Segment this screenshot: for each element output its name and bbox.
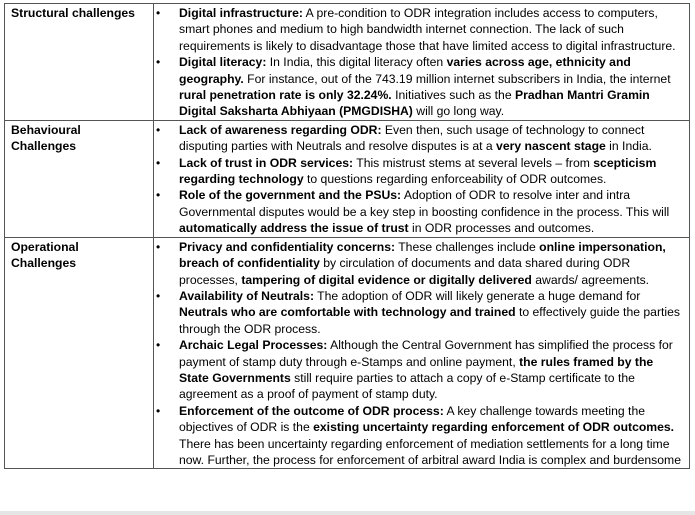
body-text: in ODR processes and outcomes. <box>408 221 595 236</box>
challenge-item <box>154 155 683 188</box>
challenge-item <box>154 5 683 54</box>
body-text: A key challenge towards meeting the objectives of ODR is the <box>179 403 645 435</box>
emphasis-text: online impersonation, breach of confidentiality <box>179 239 666 271</box>
emphasis-text: varies across age, ethnicity and geography. <box>179 55 631 86</box>
body-text: still require parties to attach a copy of e-Stamp certificate to the agreement as a proof of payment of stamp duty. <box>179 370 635 402</box>
bullet-icon: • <box>156 155 161 170</box>
emphasis-text: Enforcement of the outcome of ODR process: <box>179 403 444 418</box>
body-text: There has been uncertainty regarding enforcement of mediation settlements for a long time now. Further, the process for enforcement of arbitral award India is complex and burdensome <box>179 436 681 467</box>
category-label: Behavioural Challenges <box>11 122 81 154</box>
body-text: Adoption of ODR to resolve inter and intra Governmental disputes would be a key step in boosting confidence in the process. This will <box>179 188 670 219</box>
bullet-icon: • <box>156 188 161 203</box>
emphasis-text: the rules framed by the State Governments <box>179 354 654 385</box>
challenge-details-cell <box>154 120 690 237</box>
challenge-item <box>154 122 683 155</box>
emphasis-text: tampering of digital evidence or digitally delivered <box>241 272 532 287</box>
category-cell <box>5 237 154 469</box>
challenge-row <box>5 120 690 237</box>
challenge-list <box>154 239 683 469</box>
emphasis-text: Digital infrastructure: <box>179 6 303 20</box>
challenge-row <box>5 4 690 121</box>
challenge-item <box>154 54 683 120</box>
body-text: In India, this digital literacy often <box>266 55 447 70</box>
emphasis-text: Availability of Neutrals: <box>179 288 314 303</box>
emphasis-text: Lack of awareness regarding ODR: <box>179 122 382 137</box>
emphasis-text: Pradhan Mantri Gramin Digital Saksharta Abhiyaan (PMGDISHA) <box>179 88 650 119</box>
category-cell <box>5 4 154 121</box>
challenges-table <box>4 3 690 469</box>
category-label: Operational Challenges <box>11 239 79 271</box>
emphasis-text: Archaic Legal Processes: <box>179 338 328 353</box>
body-text: For instance, out of the 743.19 million internet subscribers in India, the internet <box>243 71 671 86</box>
challenges-table-body <box>5 4 690 469</box>
bullet-icon: • <box>156 288 161 303</box>
emphasis-text: very nascent stage <box>496 139 606 154</box>
body-text: Even then, such usage of technology to connect disputing parties with Neutrals and resolve disputes is at a <box>179 122 645 154</box>
emphasis-text: automatically address the issue of trust <box>179 221 409 236</box>
bullet-icon: • <box>156 239 161 254</box>
challenge-item <box>154 288 683 337</box>
bottom-shadow <box>0 511 695 515</box>
emphasis-text: rural penetration rate is only 32.24%. <box>179 88 392 103</box>
body-text: A pre-condition to ODR integration includes access to computers, smart phones and medium to high bandwidth internet connection. The lack of such requirements is likely to disadvantage those that have limited access to digital infrastructure. <box>179 6 676 53</box>
body-text: in India. <box>605 139 652 154</box>
body-text: awards/ agreements. <box>531 272 650 287</box>
category-label: Structural challenges <box>11 6 135 20</box>
bullet-icon: • <box>156 55 161 70</box>
challenge-item <box>154 337 683 403</box>
challenge-details-cell <box>154 237 690 469</box>
challenge-item <box>154 403 683 469</box>
body-text: This mistrust stems at several levels – from <box>353 155 594 170</box>
body-text: by circulation of documents and data shared during ODR processes, <box>179 256 631 287</box>
challenge-list <box>154 122 683 237</box>
challenge-item <box>154 239 683 288</box>
bullet-icon: • <box>156 122 161 137</box>
body-text: Initiatives such as the <box>391 88 515 103</box>
emphasis-text: Digital literacy: <box>179 55 267 70</box>
emphasis-text: Lack of trust in ODR services: <box>179 155 354 170</box>
body-text: to effectively guide the parties through the ODR process. <box>179 305 680 336</box>
challenge-item <box>154 187 683 236</box>
challenge-row <box>5 237 690 469</box>
body-text: The adoption of ODR will likely generate a huge demand for <box>314 288 641 303</box>
bullet-icon: • <box>156 6 161 20</box>
bullet-icon: • <box>156 338 161 353</box>
body-text: to questions regarding enforceability of ODR outcomes. <box>303 172 607 187</box>
emphasis-text: Role of the government and the PSUs: <box>179 188 402 203</box>
body-text: Although the Central Government has simplified the process for payment of stamp duty through e-Stamps and online payment, <box>179 338 673 369</box>
challenge-details-cell <box>154 4 690 121</box>
category-cell <box>5 120 154 237</box>
challenge-list <box>154 5 683 120</box>
body-text: These challenges include <box>395 239 540 254</box>
emphasis-text: Neutrals who are comfortable with technology and trained <box>179 305 516 320</box>
emphasis-text: existing uncertainty regarding enforcement of ODR outcomes. <box>313 420 675 435</box>
emphasis-text: Privacy and confidentiality concerns: <box>179 239 396 254</box>
body-text: will go long way. <box>412 104 505 119</box>
bullet-icon: • <box>156 403 161 418</box>
emphasis-text: scepticism regarding technology <box>179 155 657 187</box>
